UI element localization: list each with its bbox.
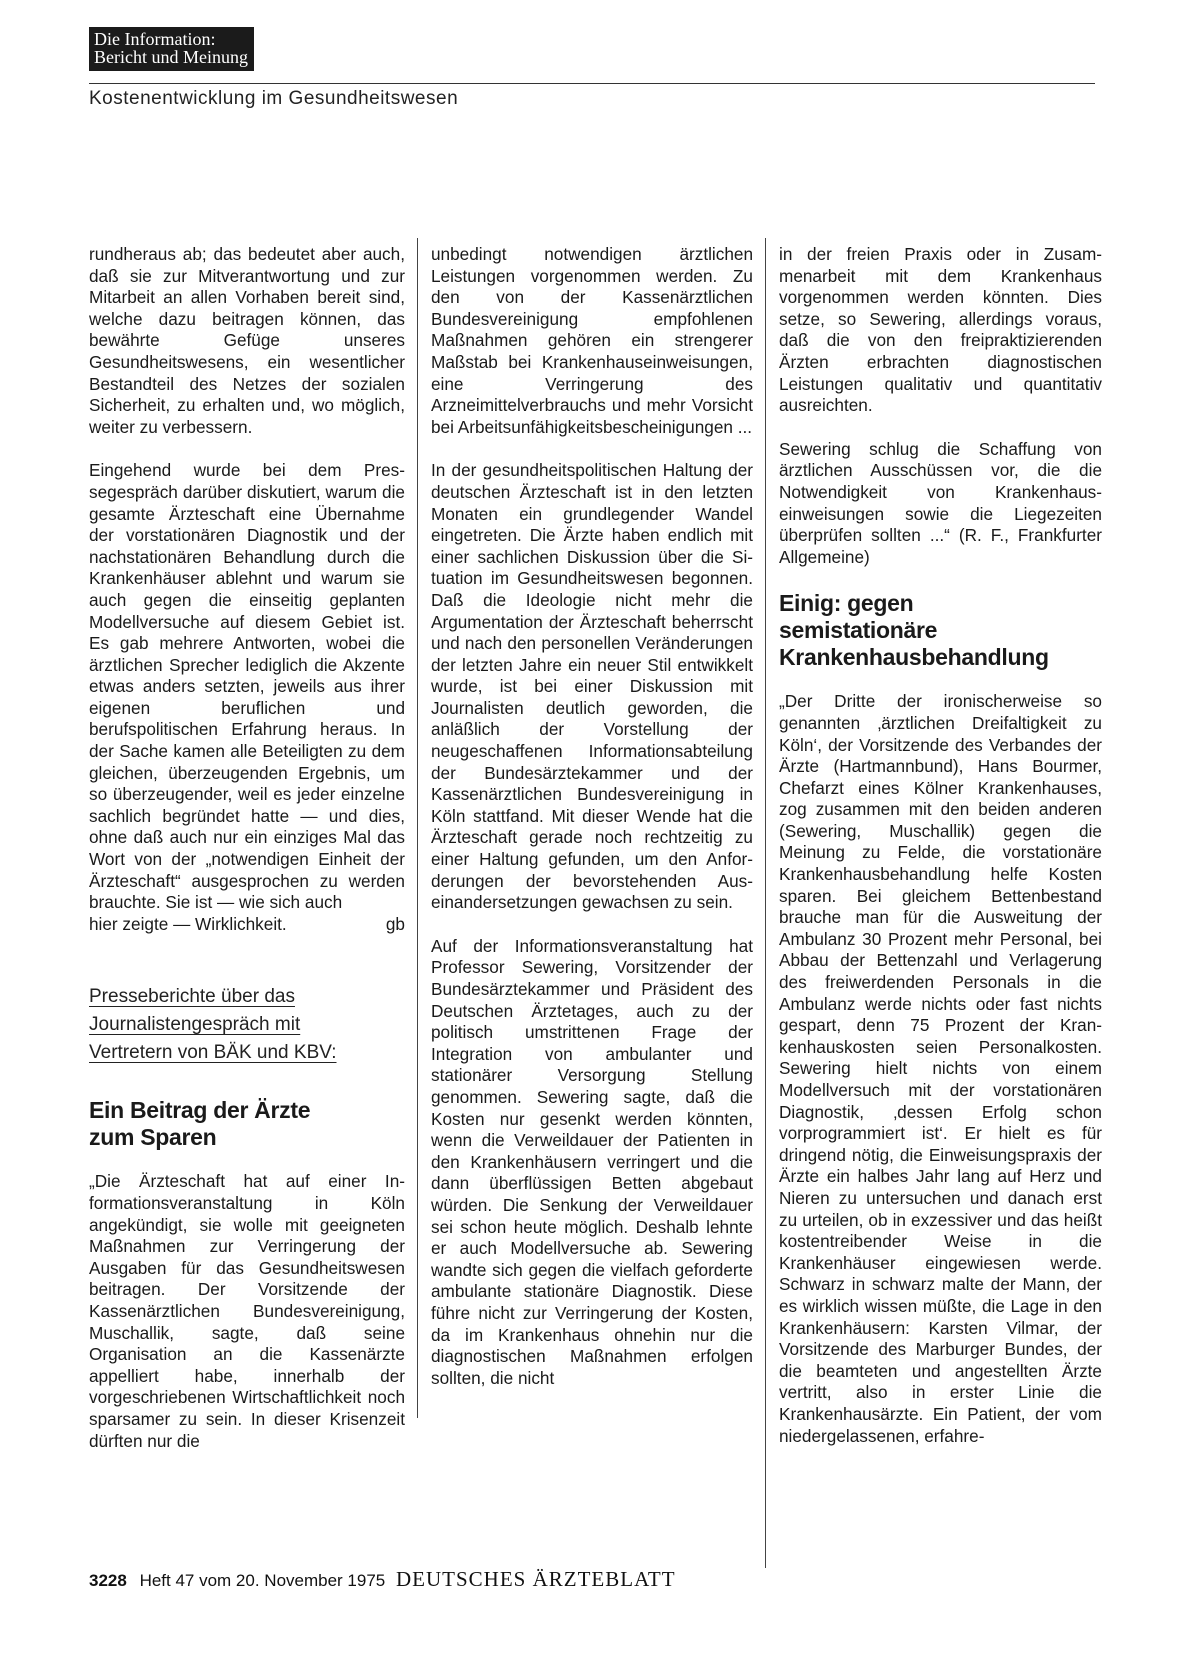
paragraph: Auf der Informationsveranstaltung hat Professor Sewering, Vorsitzender der Bundesärztekammer und Präsident des Deutschen Ärztetages, auch zu der politisch umstrittenen Frage der Integration von ambulanter und stationärer Versorgung Stellung genommen. Sewering sagte, daß die Kosten nur gesenkt werden könnten, wenn die Verweildauer der Patienten in den Krankenhäusern verringert und die dann überflüssigen Betten abgebaut würden. Die Senkung der Verweildauer sei schon heute möglich. Deshalb lehnte er auch Modellversuche ab. Sewering wandte sich gegen die vielfach geforderte ambulante stationäre Diagnostik. Diese führe nicht zur Verringerung der Kosten, da im Krankenhaus ohnehin nur die diagnostischen Maßnahmen erfolgen sollten, die nicht [431,935,753,1388]
paragraph: rundheraus ab; das bedeutet aber auch, daß sie zur Mitverantwortung und zur Mitarbeit an allen Vorhaben bereit sind, welche dazu beitragen können, das bewährte Gefüge unseres Gesundheitswesens, ein wesentlicher Bestandteil des Netzes der sozialen Sicherheit, zu erhalten und, wo möglich, weiter zu verbessern. [89,244,405,437]
heading-line: semistationäre [779,617,938,644]
column-divider-1 [417,238,418,1418]
paragraph [89,460,405,935]
issue-info: Heft 47 vom 20. November 1975 [139,1571,386,1590]
section-badge [89,27,254,71]
closing-sentence: hier zeigte — Wirklichkeit. [89,913,287,934]
column-1 [89,244,405,1474]
badge-line-1: Die Information: [94,29,216,49]
author-signature: gb [385,913,405,934]
heading-line: zum Sparen [89,1124,217,1151]
heading-line: Ein Beitrag der Ärzte [89,1097,311,1124]
paragraph: „Der Dritte der ironischerweise so genannten ‚ärztlichen Dreifaltigkeit zu Köln‘, der Vorsitzende des Verbandes der Ärzte (Hartmannbund), Hans Bourmer, Chefarzt eines Kölner Krankenhauses, zog zusammen mit den beiden anderen (Sewering, Muschallik) gegen die Meinung zu Felde, die vorstationäre Krankenhausbehandlung helfe Kosten sparen. Bei gleichem Bettenbestand brauche man für die Ausweitung der Ambulanz 30 Prozent mehr Personal, bei Abbau der Bettenzahl und Verlagerung des freiwerdenden Personals in die Ambulanz werde nichts oder fast nichts gespart, denn 75 Prozent der Krankenhauskosten seien Personalkosten. Sewering hielt nichts von einem Modellversuch mit der vorstationären Diagnostik, ‚dessen Erfolg schon vorprogrammiert ist‘. Er hielt es für dringend nötig, die Einweisungspraxis der Ärzte ein halbes Jahr lang auf Herz und Nieren zu untersuchen und danach erst zu urteilen, ob in exzessiver und das heißt kostentreibender Weise in die Krankenhäuser eingewiesen werde. Schwarz in schwarz malte der Mann, der es wirklich wissen müßte, die Lage in den Krankenhäusern: Karsten Vilmar, der Vorsitzende des Marburger Bundes, der die beamteten und angestellten Ärzte vertritt, also in erster Linie die Krankenhausärzte. Ein Patient, der vom niedergelassenen, erfahre- [779,691,1102,1446]
heading-line: Einig: gegen [779,590,914,617]
article-heading-1 [89,1097,405,1151]
report-heading [89,983,405,1067]
article-heading-2 [779,590,1102,671]
signature-line [89,914,405,936]
page-footer [89,1567,676,1592]
column-2 [431,244,753,1411]
report-heading-line: Journalistengespräch mit [89,1014,301,1036]
page-number: 3228 [89,1571,127,1590]
report-heading-line: Vertretern von BÄK und KBV: [89,1042,337,1064]
paragraph: Sewering schlug die Schaffung von ärztlichen Ausschüssen vor, die die Notwendigkeit von Krankenhauseinweisungen sowie die Liegezeiten überprüfen sollten ...“ (R. F., Frankfurter Allgemeine) [779,438,1102,567]
section-title: Kostenentwicklung im Gesundheitswesen [89,88,459,109]
heading-line: Krankenhausbehandlung [779,644,1049,671]
badge-line-2: Bericht und Meinung [94,47,248,67]
paragraph: In der gesundheitspolitischen Haltung der deutschen Ärzteschaft ist in den letzten Monaten ein grundlegender Wandel eingetreten. Die Ärzte haben endlich mit einer sachlichen Diskussion über die Situation im Gesundheitswesen begonnen. Daß die Ideologie nicht mehr die Argumentation der Ärzteschaft beherrscht und nach den personellen Veränderungen der letzten Jahre ein neuer Stil entwikkelt wurde, ist bei einer Diskussion mit Journalisten deutlich geworden, die anläßlich der Vorstellung der neugeschaffenen Informationsabteilung der Bundesärztekammer und der Kassenärztlichen Bundesvereinigung in Köln stattfand. Mit dieser Wende hat die Ärzteschaft gerade noch rechtzeitig zu einer Haltung gefunden, um den Anforderungen der bevorstehenden Auseinandersetzungen gewachsen zu sein. [431,460,753,913]
column-divider-2 [765,238,766,1568]
magazine-title: DEUTSCHES ÄRZTEBLATT [395,1567,676,1591]
paragraph: „Die Ärzteschaft hat auf einer Informationsveranstaltung in Köln angekündigt, sie wolle mit geeigneten Maßnahmen zur Verringerung der Ausgaben für das Gesundheitswesen beitragen. Der Vorsitzende der Kassenärztlichen Bundesvereinigung, Muschallik, sagte, daß seine Organisation an die Kassenärzte appelliert habe, innerhalb der vorgeschriebenen Wirtschaftlichkeit noch sparsamer zu sein. In dieser Krisenzeit dürften nur die [89,1171,405,1451]
column-3 [779,244,1102,1469]
paragraph: unbedingt notwendigen ärztlichen Leistungen vorgenommen werden. Zu den von der Kassenärztlichen Bundesvereinigung empfohlenen Maßnahmen gehören ein strengerer Maßstab bei Krankenhauseinweisungen, eine Verringerung des Arzneimittelverbrauchs und mehr Vorsicht bei Arbeitsunfähigkeitsbescheinigungen ... [431,244,753,437]
paragraph-text: Eingehend wurde bei dem Pressegespräch darüber diskutiert, warum die gesamte Ärzteschaft eine Übernahme der vorstationären Diagnostik und der nachstationären Behandlung durch die Krankenhäuser ablehnt und warum sie auch gegen die einseitig geplanten Modellversuche auf diesem Gebiet ist. Es gab mehrere Antworten, wobei die ärztlichen Sprecher lediglich die Akzente etwas anders setzten, jeweils aus ihrer eigenen beruflichen und berufspolitischen Erfahrung heraus. In der Sache kamen alle Beteiligten zu dem gleichen, überzeugenden Ergebnis, um so überzeugender, weil es jeder einzelne sachlich begründet hatte — und dies, ohne daß auch nur ein einziges Mal das Wort von der „notwendigen Einheit der Ärzteschaft“ ausgesprochen zu werden brauchte. Sie ist — wie sich auch [89,460,405,913]
paragraph: in der freien Praxis oder in Zusammenarbeit mit dem Krankenhaus vorgenommen werden könnten. Dies setze, so Sewering, allerdings voraus, daß die von den freipraktizierenden Ärzten erbrachten diagnostischen Leistungen qualitativ und quantitativ ausreichten. [779,244,1102,416]
header-rule [89,83,1095,84]
report-heading-line: Presseberichte über das [89,986,295,1008]
